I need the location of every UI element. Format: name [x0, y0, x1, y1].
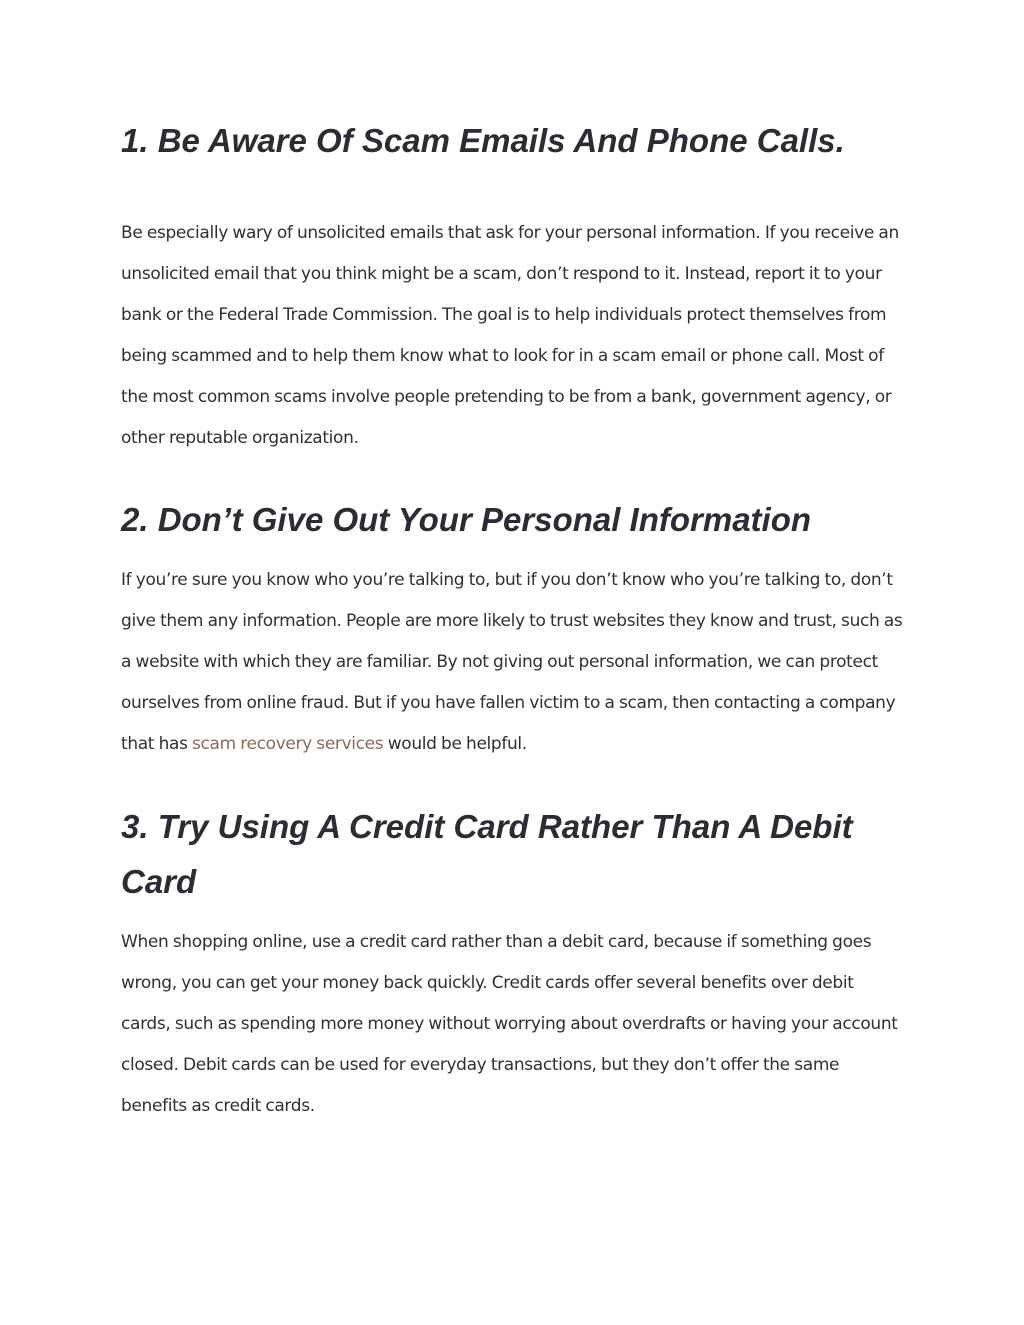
- section-2-heading: 2. Don’t Give Out Your Personal Information: [121, 501, 812, 538]
- section-3-heading: 3. Try Using A Credit Card Rather Than A Debit Card: [121, 808, 853, 900]
- section-1-paragraph: Be especially wary of unsolicited emails that ask for your personal information. If you receive an unsolicited email that you think might be a scam, don’t respond to it. Instead, report it to your bank or the Federal Trade Commission. The goal is to help individuals protect themselves from being scammed and to help them know what to look for in a scam email or phone call. Most of the most common scams involve people pretending to be from a bank, government agency, or other reputable organization.: [121, 223, 899, 448]
- section-2-paragraph: [121, 560, 906, 765]
- section-1-heading: 1. Be Aware Of Scam Emails And Phone Calls.: [121, 122, 845, 159]
- section-3-paragraph: When shopping online, use a credit card rather than a debit card, because if something goes wrong, you can get your money back quickly. Credit cards offer several benefits over debit cards, such as spending more money without worrying about overdrafts or having your account closed. Debit cards can be used for everyday transactions, but they don’t offer the same benefits as credit cards.: [121, 932, 898, 1116]
- section-2-text-after-link: would be helpful.: [383, 734, 527, 754]
- scam-recovery-services-link[interactable]: scam recovery services: [192, 734, 384, 754]
- section-2-text-before-link: If you’re sure you know who you’re talking to, but if you don’t know who you’re talking to, don’t give them any information. People are more likely to trust websites they know and trust, such as a website with which they are familiar. By not giving out personal information, we can protect ourselves from online fraud. But if you have fallen victim to a scam, then contacting a company that has: [121, 570, 903, 754]
